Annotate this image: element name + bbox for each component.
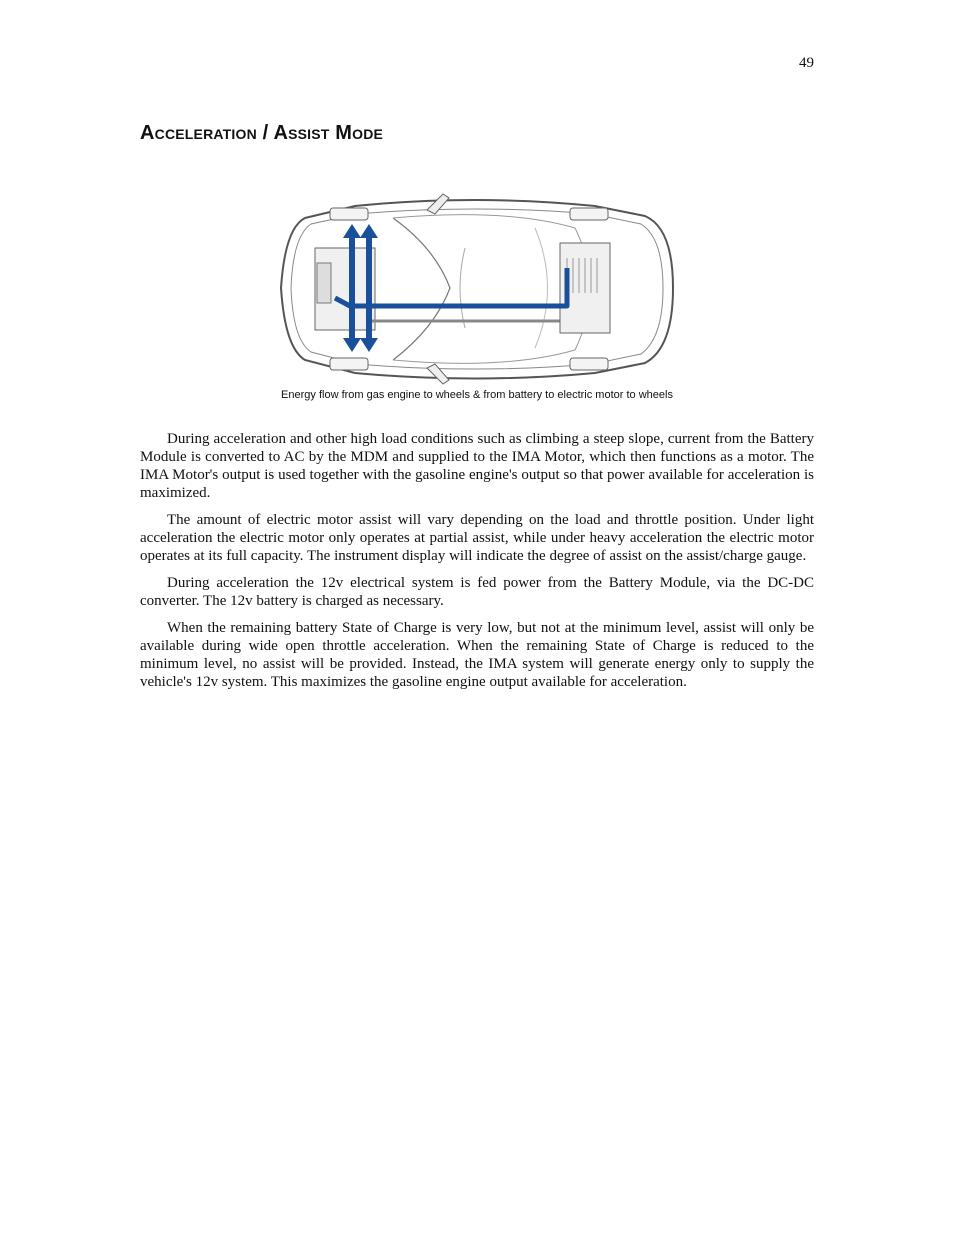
figure-caption: Energy flow from gas engine to wheels & from battery to electric motor to wheels [281,389,673,401]
section-title: Acceleration / Assist Mode [140,122,384,144]
flow-arrowhead-up-right [360,224,378,238]
car-cabin-outline [393,218,450,360]
flow-arrowhead-up-left [343,224,361,238]
car-energy-flow-diagram [275,188,679,390]
paragraph: The amount of electric motor assist will vary depending on the load and throttle position. Under light acceleration the electric motor only operates at partial assist, while under heavy acceleration the electric motor operates at its full capacity. The instrument display will indicate the degree of assist on the assist/charge gauge. [140,512,814,564]
paragraph: During acceleration the 12v electrical system is fed power from the Battery Module, via the DC-DC converter. The 12v battery is charged as necessary. [140,575,814,609]
paragraph: During acceleration and other high load conditions such as climbing a steep slope, current from the Battery Module is converted to AC by the MDM and supplied to the IMA Motor, which then functions as a motor. The IMA Motor's output is used together with the gasoline engine's output so that power available for acceleration is maximized. [140,431,814,501]
left-mirror [427,194,449,214]
flow-arrowhead-down-right [360,338,378,352]
wheel-front-right [330,358,368,370]
flow-arrowhead-down-left [343,338,361,352]
body-text [140,430,814,700]
wheel-front-left [330,208,368,220]
wheel-rear-right [570,358,608,370]
page-number: 49 [799,55,814,71]
paragraph: When the remaining battery State of Charge is very low, but not at the minimum level, assist will only be available during wide open throttle acceleration. When the remaining State of Charge is reduced to the minimum level, no assist will be provided. Instead, the IMA system will generate energy only to supply the vehicle's 12v system. This maximizes the gasoline engine output available for acceleration. [140,620,814,690]
car-top-view-illustration [275,188,679,390]
wheel-rear-left [570,208,608,220]
right-mirror [427,364,449,384]
